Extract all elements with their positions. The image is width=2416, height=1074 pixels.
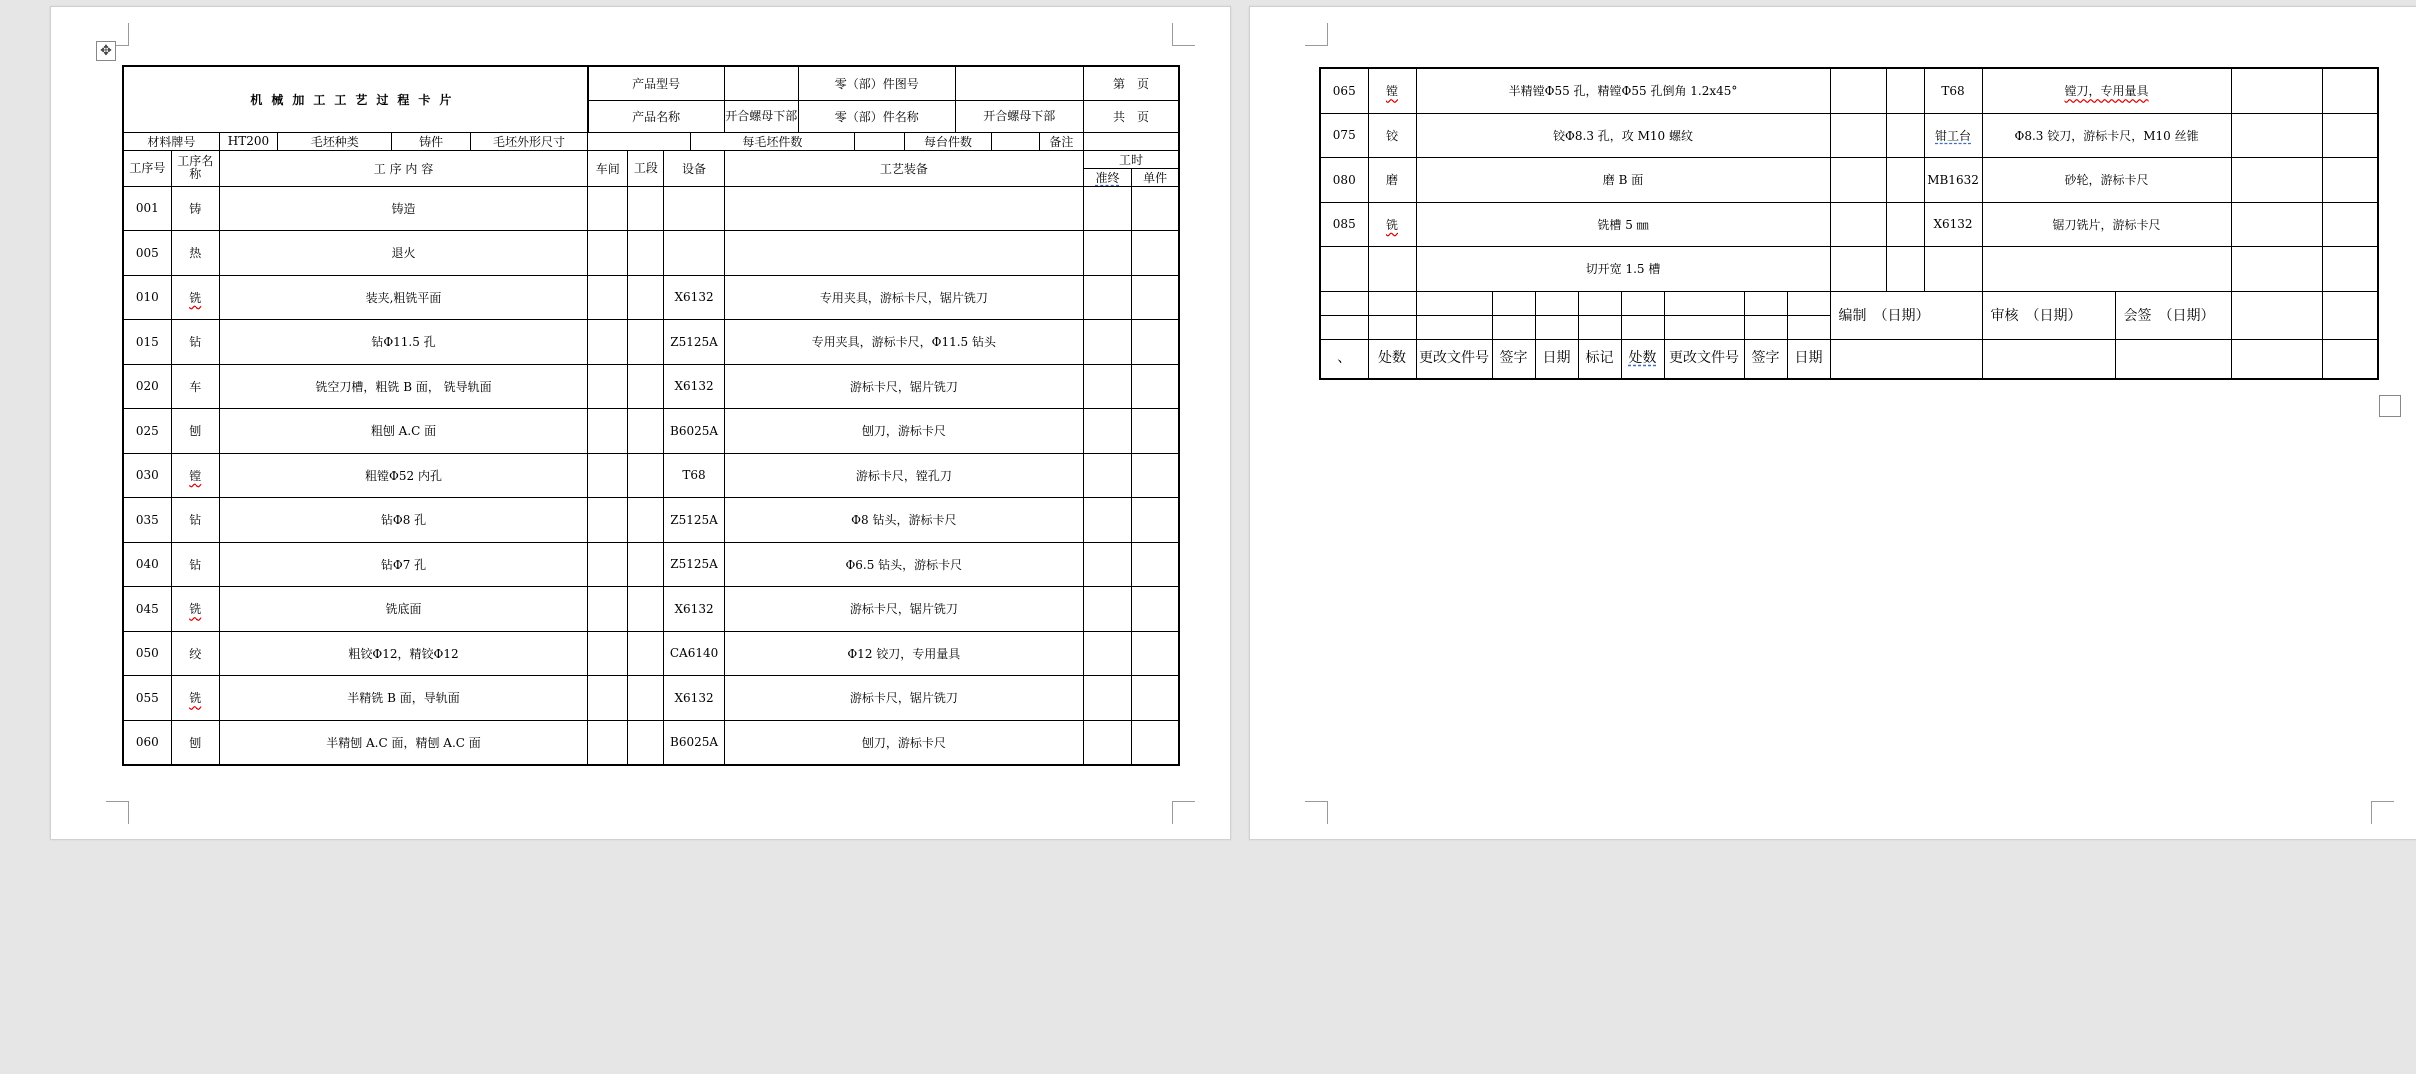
op-name-cell: 镗 bbox=[1368, 68, 1416, 113]
op-name-cell: 铣 bbox=[171, 275, 219, 320]
section-cell[interactable] bbox=[1886, 158, 1924, 203]
revision-cell[interactable] bbox=[1368, 315, 1416, 339]
tooling-cell: 游标卡尺，锯片铣刀 bbox=[724, 676, 1083, 721]
tooling-cell: 砂轮，游标卡尺 bbox=[1982, 158, 2231, 203]
op-content-cell: 粗刨 A.C 面 bbox=[219, 409, 587, 454]
time-unit-cell[interactable] bbox=[2322, 68, 2378, 113]
tooling-cell: Φ8 钻头，游标卡尺 bbox=[724, 498, 1083, 543]
revision-header-mark: 、 bbox=[1320, 339, 1368, 379]
time-unit-cell[interactable] bbox=[1132, 498, 1179, 543]
workshop-cell[interactable] bbox=[588, 631, 628, 676]
part-name-label: 零（部）件名称 bbox=[798, 100, 955, 132]
document-page-1 bbox=[50, 6, 1231, 840]
op-content-cell: 铣槽 5 ㎜ bbox=[1416, 202, 1830, 247]
revision-cell[interactable] bbox=[1621, 315, 1664, 339]
workshop-cell[interactable] bbox=[588, 409, 628, 454]
tooling-cell: 专用夹具，游标卡尺，Φ11.5 钻头 bbox=[724, 320, 1083, 365]
column-header-tooling: 工艺装备 bbox=[724, 150, 1083, 186]
table-row bbox=[123, 275, 1179, 320]
per-unit-label: 每台件数 bbox=[905, 132, 991, 150]
time-prep-cell[interactable] bbox=[1083, 676, 1131, 721]
signoff-field[interactable] bbox=[1830, 339, 1982, 379]
op-no-cell: 045 bbox=[123, 587, 171, 632]
compile-date-label: 编制 （日期） bbox=[1830, 291, 1982, 339]
op-name-cell: 铣 bbox=[1368, 202, 1416, 247]
per-blank-field[interactable] bbox=[855, 132, 905, 150]
table-row bbox=[1320, 202, 2378, 247]
tooling-cell: Φ12 铰刀，专用量具 bbox=[724, 631, 1083, 676]
section-cell[interactable] bbox=[628, 542, 664, 587]
op-content-cell: 粗铰Φ12，精铰Φ12 bbox=[219, 631, 587, 676]
workshop-cell[interactable] bbox=[588, 587, 628, 632]
table-row bbox=[123, 631, 1179, 676]
section-cell[interactable] bbox=[628, 720, 664, 765]
time-prep-cell[interactable] bbox=[1083, 320, 1131, 365]
tooling-cell bbox=[724, 186, 1083, 231]
workshop-cell[interactable] bbox=[588, 720, 628, 765]
material-grade-value: HT200 bbox=[219, 132, 277, 150]
op-name-cell: 磨 bbox=[1368, 158, 1416, 203]
revision-header-date: 日期 bbox=[1787, 339, 1830, 379]
revision-header-doc-no: 更改文件号 bbox=[1664, 339, 1744, 379]
op-content-cell: 切开宽 1.5 槽 bbox=[1416, 247, 1830, 292]
section-cell[interactable] bbox=[628, 364, 664, 409]
signoff-field[interactable] bbox=[2231, 339, 2322, 379]
blank-size-field[interactable] bbox=[588, 132, 690, 150]
op-name-cell: 刨 bbox=[171, 720, 219, 765]
part-drawing-field[interactable] bbox=[955, 66, 1083, 100]
time-unit-cell[interactable] bbox=[2322, 113, 2378, 158]
table-resize-handle[interactable] bbox=[2379, 395, 2401, 417]
section-cell[interactable] bbox=[628, 186, 664, 231]
page-corner-mark bbox=[2371, 801, 2394, 824]
time-prep-cell[interactable] bbox=[1083, 453, 1131, 498]
op-no-cell: 010 bbox=[123, 275, 171, 320]
tooling-cell: 游标卡尺，镗孔刀 bbox=[724, 453, 1083, 498]
column-header-time-prep: 准终 bbox=[1083, 168, 1131, 186]
revision-cell[interactable] bbox=[1744, 315, 1787, 339]
time-unit-cell[interactable] bbox=[1132, 231, 1179, 276]
table-row bbox=[1320, 158, 2378, 203]
op-no-cell: 035 bbox=[123, 498, 171, 543]
table-row bbox=[123, 231, 1179, 276]
tooling-cell: 游标卡尺，锯片铣刀 bbox=[724, 587, 1083, 632]
tooling-cell bbox=[1982, 247, 2231, 292]
time-prep-cell[interactable] bbox=[2231, 202, 2322, 247]
tooling-cell: 专用夹具，游标卡尺，锯片铣刀 bbox=[724, 275, 1083, 320]
product-name-label: 产品名称 bbox=[588, 100, 725, 132]
workshop-cell[interactable] bbox=[588, 186, 628, 231]
equipment-cell: MB1632 bbox=[1924, 158, 1982, 203]
tooling-cell: 刨刀，游标卡尺 bbox=[724, 409, 1083, 454]
revision-header-tag: 标记 bbox=[1578, 339, 1621, 379]
revision-cell[interactable] bbox=[1744, 291, 1787, 315]
time-unit-cell[interactable] bbox=[1132, 275, 1179, 320]
op-name-cell bbox=[1368, 247, 1416, 292]
column-header-equipment: 设备 bbox=[664, 150, 724, 186]
time-prep-cell[interactable] bbox=[2231, 247, 2322, 292]
equipment-cell: Z5125A bbox=[664, 498, 724, 543]
op-content-cell: 铣底面 bbox=[219, 587, 587, 632]
time-prep-cell[interactable] bbox=[1083, 364, 1131, 409]
blank-type-value: 铸件 bbox=[392, 132, 470, 150]
op-no-cell: 025 bbox=[123, 409, 171, 454]
op-no-cell: 055 bbox=[123, 676, 171, 721]
workshop-cell[interactable] bbox=[1830, 113, 1886, 158]
op-content-cell: 粗镗Φ52 内孔 bbox=[219, 453, 587, 498]
workshop-cell[interactable] bbox=[1830, 202, 1886, 247]
revision-cell[interactable] bbox=[1492, 315, 1535, 339]
revision-cell[interactable] bbox=[1578, 291, 1621, 315]
process-card-table-continued bbox=[1319, 67, 2379, 380]
equipment-cell: X6132 bbox=[664, 676, 724, 721]
time-prep-cell[interactable] bbox=[1083, 542, 1131, 587]
revision-header-doc-no: 更改文件号 bbox=[1416, 339, 1492, 379]
time-prep-cell[interactable] bbox=[1083, 186, 1131, 231]
equipment-cell: B6025A bbox=[664, 720, 724, 765]
op-name-cell: 车 bbox=[171, 364, 219, 409]
signoff-field[interactable] bbox=[2231, 291, 2322, 339]
equipment-cell: X6132 bbox=[1924, 202, 1982, 247]
op-no-cell: 065 bbox=[1320, 68, 1368, 113]
op-no-cell bbox=[1320, 247, 1368, 292]
section-cell[interactable] bbox=[628, 587, 664, 632]
equipment-cell: X6132 bbox=[664, 275, 724, 320]
tooling-cell: Φ8.3 铰刀，游标卡尺，M10 丝锥 bbox=[1982, 113, 2231, 158]
card-title: 机械加工工艺过程卡片 bbox=[123, 66, 588, 132]
op-name-cell: 热 bbox=[171, 231, 219, 276]
workshop-cell[interactable] bbox=[588, 364, 628, 409]
column-header-op-name: 工序名称 bbox=[171, 150, 219, 186]
time-prep-cell[interactable] bbox=[1083, 631, 1131, 676]
op-name-cell: 镗 bbox=[171, 453, 219, 498]
page-corner-mark bbox=[1305, 23, 1328, 46]
op-content-cell: 磨 B 面 bbox=[1416, 158, 1830, 203]
table-move-handle-icon[interactable]: ✥ bbox=[96, 41, 116, 61]
op-no-cell: 040 bbox=[123, 542, 171, 587]
column-header-time: 工时 bbox=[1083, 150, 1179, 168]
equipment-cell: X6132 bbox=[664, 364, 724, 409]
signoff-field[interactable] bbox=[2322, 339, 2378, 379]
part-name-value: 开合螺母下部 bbox=[955, 100, 1083, 132]
section-cell[interactable] bbox=[1886, 247, 1924, 292]
revision-row bbox=[1320, 291, 2378, 315]
op-content-cell: 退火 bbox=[219, 231, 587, 276]
section-cell[interactable] bbox=[1886, 113, 1924, 158]
revision-cell[interactable] bbox=[1320, 291, 1368, 315]
revision-header-count: 处数 bbox=[1368, 339, 1416, 379]
revision-cell[interactable] bbox=[1416, 291, 1492, 315]
table-row bbox=[1320, 68, 2378, 113]
remark-field[interactable] bbox=[1083, 132, 1179, 150]
revision-cell[interactable] bbox=[1787, 291, 1830, 315]
equipment-cell: X6132 bbox=[664, 587, 724, 632]
column-header-section: 工段 bbox=[628, 150, 664, 186]
column-header-content: 工 序 内 容 bbox=[219, 150, 587, 186]
equipment-cell bbox=[664, 231, 724, 276]
revision-cell[interactable] bbox=[1535, 291, 1578, 315]
table-row bbox=[123, 676, 1179, 721]
material-grade-label: 材料牌号 bbox=[123, 132, 219, 150]
page-corner-mark bbox=[106, 801, 129, 824]
op-no-cell: 030 bbox=[123, 453, 171, 498]
tooling-cell: 刨刀，游标卡尺 bbox=[724, 720, 1083, 765]
signoff-field[interactable] bbox=[1982, 339, 2115, 379]
time-prep-cell[interactable] bbox=[2231, 113, 2322, 158]
workshop-cell[interactable] bbox=[1830, 158, 1886, 203]
remark-label: 备注 bbox=[1039, 132, 1083, 150]
op-no-cell: 015 bbox=[123, 320, 171, 365]
time-prep-cell[interactable] bbox=[2231, 68, 2322, 113]
part-drawing-label: 零（部）件图号 bbox=[798, 66, 955, 100]
section-cell[interactable] bbox=[628, 676, 664, 721]
op-no-cell: 001 bbox=[123, 186, 171, 231]
time-prep-cell[interactable] bbox=[2231, 158, 2322, 203]
time-unit-cell[interactable] bbox=[1132, 364, 1179, 409]
op-name-cell: 铣 bbox=[171, 587, 219, 632]
table-row bbox=[123, 186, 1179, 231]
time-prep-cell[interactable] bbox=[1083, 587, 1131, 632]
op-content-cell: 钻Φ8 孔 bbox=[219, 498, 587, 543]
revision-header-row bbox=[1320, 339, 2378, 379]
table-row bbox=[123, 409, 1179, 454]
op-name-cell: 钻 bbox=[171, 542, 219, 587]
op-content-cell: 装夹,粗铣平面 bbox=[219, 275, 587, 320]
tooling-cell: 锯刀铣片，游标卡尺 bbox=[1982, 202, 2231, 247]
table-row bbox=[1320, 247, 2378, 292]
time-unit-cell[interactable] bbox=[1132, 320, 1179, 365]
time-unit-cell[interactable] bbox=[1132, 409, 1179, 454]
per-blank-label: 每毛坯件数 bbox=[690, 132, 855, 150]
op-no-cell: 020 bbox=[123, 364, 171, 409]
process-card-table bbox=[122, 65, 1180, 766]
op-no-cell: 060 bbox=[123, 720, 171, 765]
revision-cell[interactable] bbox=[1368, 291, 1416, 315]
equipment-cell: Z5125A bbox=[664, 320, 724, 365]
op-no-cell: 075 bbox=[1320, 113, 1368, 158]
op-content-cell: 钻Φ11.5 孔 bbox=[219, 320, 587, 365]
op-no-cell: 080 bbox=[1320, 158, 1368, 203]
revision-header-count: 处数 bbox=[1621, 339, 1664, 379]
revision-cell[interactable] bbox=[1535, 315, 1578, 339]
equipment-cell: T68 bbox=[664, 453, 724, 498]
time-prep-cell[interactable] bbox=[1083, 231, 1131, 276]
section-cell[interactable] bbox=[1886, 202, 1924, 247]
time-prep-cell[interactable] bbox=[1083, 409, 1131, 454]
page-total-label: 共 页 bbox=[1083, 100, 1179, 132]
op-content-cell: 钻Φ7 孔 bbox=[219, 542, 587, 587]
page-corner-mark bbox=[1172, 801, 1195, 824]
column-header-op-no: 工序号 bbox=[123, 150, 171, 186]
op-no-cell: 085 bbox=[1320, 202, 1368, 247]
time-unit-cell[interactable] bbox=[2322, 247, 2378, 292]
signoff-field[interactable] bbox=[2322, 291, 2378, 339]
workshop-cell[interactable] bbox=[588, 231, 628, 276]
op-content-cell: 铣空刀槽，粗铣 B 面， 铣导轨面 bbox=[219, 364, 587, 409]
table-row bbox=[1320, 113, 2378, 158]
equipment-cell: T68 bbox=[1924, 68, 1982, 113]
equipment-cell: 钳工台 bbox=[1924, 113, 1982, 158]
time-unit-cell[interactable] bbox=[1132, 631, 1179, 676]
revision-cell[interactable] bbox=[1320, 315, 1368, 339]
time-unit-cell[interactable] bbox=[1132, 186, 1179, 231]
op-content-cell: 铰Φ8.3 孔，攻 M10 螺纹 bbox=[1416, 113, 1830, 158]
table-row bbox=[123, 498, 1179, 543]
time-unit-cell[interactable] bbox=[1132, 542, 1179, 587]
page-corner-mark bbox=[1172, 23, 1195, 46]
table-row bbox=[123, 453, 1179, 498]
product-model-label: 产品型号 bbox=[588, 66, 725, 100]
section-cell[interactable] bbox=[628, 453, 664, 498]
revision-header-date: 日期 bbox=[1535, 339, 1578, 379]
tooling-cell: Φ6.5 钻头，游标卡尺 bbox=[724, 542, 1083, 587]
time-prep-cell[interactable] bbox=[1083, 275, 1131, 320]
document-page-2 bbox=[1249, 6, 2416, 840]
revision-cell[interactable] bbox=[1664, 291, 1744, 315]
revision-cell[interactable] bbox=[1416, 315, 1492, 339]
equipment-cell bbox=[1924, 247, 1982, 292]
workshop-cell[interactable] bbox=[588, 498, 628, 543]
op-no-cell: 050 bbox=[123, 631, 171, 676]
workshop-cell[interactable] bbox=[588, 676, 628, 721]
workshop-cell[interactable] bbox=[1830, 247, 1886, 292]
section-cell[interactable] bbox=[628, 231, 664, 276]
time-unit-cell[interactable] bbox=[1132, 587, 1179, 632]
op-content-cell: 半精刨 A.C 面，精刨 A.C 面 bbox=[219, 720, 587, 765]
op-name-cell: 铸 bbox=[171, 186, 219, 231]
equipment-cell: Z5125A bbox=[664, 542, 724, 587]
op-name-cell: 铰 bbox=[1368, 113, 1416, 158]
time-unit-cell[interactable] bbox=[2322, 158, 2378, 203]
workshop-cell[interactable] bbox=[588, 542, 628, 587]
page-no-label: 第 页 bbox=[1083, 66, 1179, 100]
workshop-cell[interactable] bbox=[588, 275, 628, 320]
op-content-cell: 铸造 bbox=[219, 186, 587, 231]
page-corner-mark bbox=[1305, 801, 1328, 824]
section-cell[interactable] bbox=[628, 409, 664, 454]
time-unit-cell[interactable] bbox=[1132, 453, 1179, 498]
equipment-cell: B6025A bbox=[664, 409, 724, 454]
column-header-time-unit: 单件 bbox=[1132, 168, 1179, 186]
table-row bbox=[123, 542, 1179, 587]
op-name-cell: 铣 bbox=[171, 676, 219, 721]
product-name-value: 开合螺母下部 bbox=[724, 100, 798, 132]
revision-cell[interactable] bbox=[1664, 315, 1744, 339]
column-header-workshop: 车间 bbox=[588, 150, 628, 186]
section-cell[interactable] bbox=[1886, 68, 1924, 113]
blank-size-label: 毛坯外形尺寸 bbox=[470, 132, 587, 150]
table-row bbox=[123, 364, 1179, 409]
equipment-cell: CA6140 bbox=[664, 631, 724, 676]
time-unit-cell[interactable] bbox=[1132, 720, 1179, 765]
op-name-cell: 绞 bbox=[171, 631, 219, 676]
section-cell[interactable] bbox=[628, 320, 664, 365]
equipment-cell bbox=[664, 186, 724, 231]
revision-header-sign: 签字 bbox=[1492, 339, 1535, 379]
op-content-cell: 半精铣 B 面，导轨面 bbox=[219, 676, 587, 721]
op-name-cell: 钻 bbox=[171, 498, 219, 543]
section-cell[interactable] bbox=[628, 498, 664, 543]
time-unit-cell[interactable] bbox=[1132, 676, 1179, 721]
tooling-cell: 镗刀，专用量具 bbox=[1982, 68, 2231, 113]
time-unit-cell[interactable] bbox=[2322, 202, 2378, 247]
revision-cell[interactable] bbox=[1621, 291, 1664, 315]
table-row bbox=[123, 320, 1179, 365]
op-content-cell: 半精镗Φ55 孔，精镗Φ55 孔倒角 1.2x45° bbox=[1416, 68, 1830, 113]
op-name-cell: 刨 bbox=[171, 409, 219, 454]
revision-cell[interactable] bbox=[1578, 315, 1621, 339]
section-cell[interactable] bbox=[628, 275, 664, 320]
tooling-cell: 游标卡尺，锯片铣刀 bbox=[724, 364, 1083, 409]
revision-cell[interactable] bbox=[1787, 315, 1830, 339]
table-row bbox=[123, 587, 1179, 632]
per-unit-field[interactable] bbox=[991, 132, 1039, 150]
tooling-cell bbox=[724, 231, 1083, 276]
op-name-cell: 钻 bbox=[171, 320, 219, 365]
review-date-label: 审核 （日期） bbox=[1982, 291, 2115, 339]
workshop-cell[interactable] bbox=[1830, 68, 1886, 113]
time-prep-cell[interactable] bbox=[1083, 720, 1131, 765]
section-cell[interactable] bbox=[628, 631, 664, 676]
op-no-cell: 005 bbox=[123, 231, 171, 276]
countersign-date-label: 会签 （日期） bbox=[2115, 291, 2231, 339]
time-prep-cell[interactable] bbox=[1083, 498, 1131, 543]
workshop-cell[interactable] bbox=[588, 453, 628, 498]
blank-type-label: 毛坯种类 bbox=[278, 132, 392, 150]
product-model-field[interactable] bbox=[724, 66, 798, 100]
signoff-field[interactable] bbox=[2115, 339, 2231, 379]
workshop-cell[interactable] bbox=[588, 320, 628, 365]
revision-header-sign: 签字 bbox=[1744, 339, 1787, 379]
revision-cell[interactable] bbox=[1492, 291, 1535, 315]
table-row bbox=[123, 720, 1179, 765]
